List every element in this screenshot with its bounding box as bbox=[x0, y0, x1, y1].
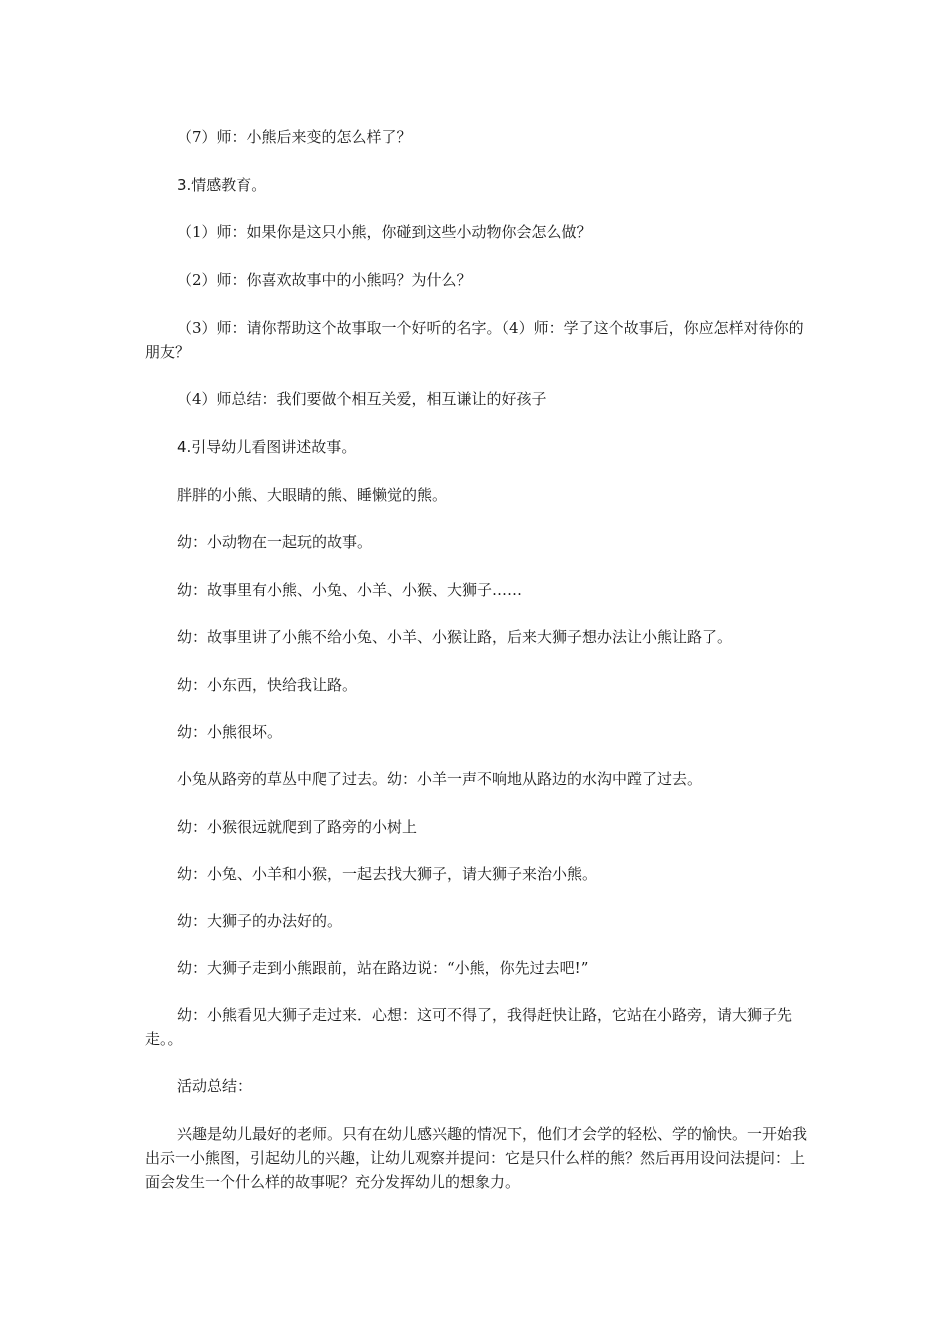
paragraph-child-answer-lion-speaks: 幼：大狮子走到小熊跟前，站在路边说：“小熊，你先过去吧!” bbox=[177, 959, 589, 977]
paragraph-child-answer-lion-method: 幼：大狮子的办法好的。 bbox=[177, 912, 343, 930]
section-heading-activity-summary: 活动总结： bbox=[177, 1077, 253, 1095]
paragraph-teacher-question-7: （7）师：小熊后来变的怎么样了？ bbox=[177, 128, 412, 146]
paragraph-child-answer-monkey: 幼：小猴很远就爬到了路旁的小树上 bbox=[177, 818, 418, 836]
section-heading-emotional-education: 3.情感教育。 bbox=[177, 176, 267, 194]
paragraph-rabbit-sheep: 小兔从路旁的草丛中爬了过去。幼：小羊一声不响地从路边的水沟中蹚了过去。 bbox=[177, 770, 703, 788]
paragraph-teacher-summary: （4）师总结：我们要做个相互关爱，相互谦让的好孩子 bbox=[177, 390, 547, 408]
paragraph-teacher-question-2: （2）师：你喜欢故事中的小熊吗？为什么？ bbox=[177, 271, 472, 289]
paragraph-child-answer-5: 幼：小熊很坏。 bbox=[177, 723, 283, 741]
paragraph-teacher-question-3-4: （3）师：请你帮助这个故事取一个好听的名字。（4）师：学了这个故事后，你应怎样对待你的朋友？ bbox=[145, 319, 804, 361]
paragraph-activity-summary-body: 兴趣是幼儿最好的老师。只有在幼儿感兴趣的情况下，他们才会学的轻松、学的愉快。一开始我出示一小熊图，引起幼儿的兴趣，让幼儿观察并提问：它是只什么样的熊？然后再用设问法提问：上面会发生一个什么样的故事呢？充分发挥幼儿的想象力。 bbox=[145, 1125, 808, 1191]
paragraph-teacher-question-1: （1）师：如果你是这只小熊，你碰到这些小动物你会怎么做？ bbox=[177, 223, 592, 241]
paragraph-child-answer-3: 幼：故事里讲了小熊不给小兔、小羊、小猴让路，后来大狮子想办法让小熊让路了。 bbox=[177, 628, 733, 646]
paragraph-child-answer-bear-yields: 幼：小熊看见大狮子走过来．心想：这可不得了，我得赶快让路，它站在小路旁，请大狮子先走。。 bbox=[145, 1006, 793, 1048]
paragraph-child-answer-4: 幼：小东西，快给我让路。 bbox=[177, 676, 358, 694]
section-heading-picture-storytelling: 4.引导幼儿看图讲述故事。 bbox=[177, 438, 357, 456]
paragraph-child-answer-2: 幼：故事里有小熊、小兔、小羊、小猴、大狮子…… bbox=[177, 581, 523, 599]
paragraph-child-answer-find-lion: 幼：小兔、小羊和小猴，一起去找大狮子，请大狮子来治小熊。 bbox=[177, 865, 598, 883]
paragraph-child-answer-1: 幼：小动物在一起玩的故事。 bbox=[177, 533, 373, 551]
paragraph-bear-descriptions: 胖胖的小熊、大眼睛的熊、睡懒觉的熊。 bbox=[177, 486, 448, 504]
